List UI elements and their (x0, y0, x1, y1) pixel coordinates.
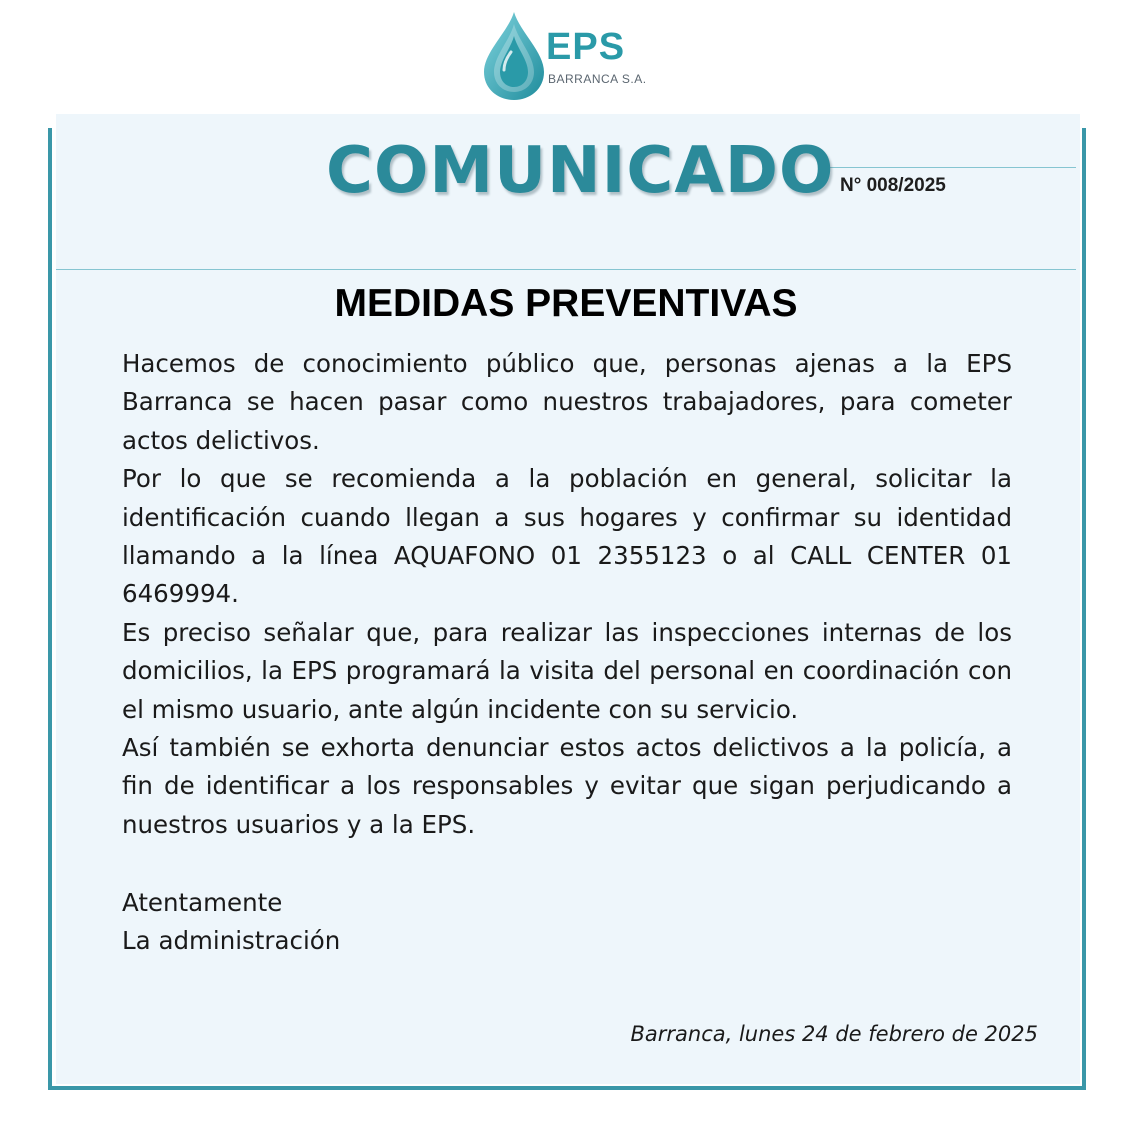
closing (122, 884, 340, 961)
eps-logo (478, 10, 668, 102)
paragraph: Hacemos de conocimiento público que, personas ajenas a la EPS Barranca se hacen pasar como nuestros trabajadores, para cometer actos delictivos. (122, 349, 1012, 455)
issue-date: Barranca, lunes 24 de febrero de 2025 (630, 1022, 1038, 1046)
section-heading: MEDIDAS PREVENTIVAS (334, 282, 798, 325)
document-number: N° 008/2025 (840, 175, 946, 196)
closing-greeting: Atentamente (122, 888, 283, 917)
paragraph: Así también se exhorta denunciar estos actos delictivos a la policía, a fin de identificar a los responsables y evitar que sigan perjudicando a nuestros usuarios y a la EPS. (122, 733, 1012, 839)
water-drop-icon (478, 10, 550, 102)
logo-brand: EPS (546, 26, 626, 68)
page-title: COMUNICADO (326, 134, 835, 208)
section-divider (56, 269, 1076, 270)
body-text (122, 345, 1012, 844)
header-divider (828, 167, 1076, 168)
paragraph: Es preciso señalar que, para realizar las inspecciones internas de los domicilios, la EPS programará la visita del personal en coordinación con el mismo usuario, ante algún incidente con su servicio. (122, 617, 1012, 724)
closing-signature: La administración (122, 926, 341, 956)
logo-subtitle: BARRANCA S.A. (548, 72, 647, 86)
paragraph: Por lo que se recomienda a la población en general, solicitar la identificación cuando llegan a sus hogares y confirmar su identidad llamando a la línea AQUAFONO 01 2355123 o al CALL CENTER 01 6469994. (122, 464, 1012, 609)
